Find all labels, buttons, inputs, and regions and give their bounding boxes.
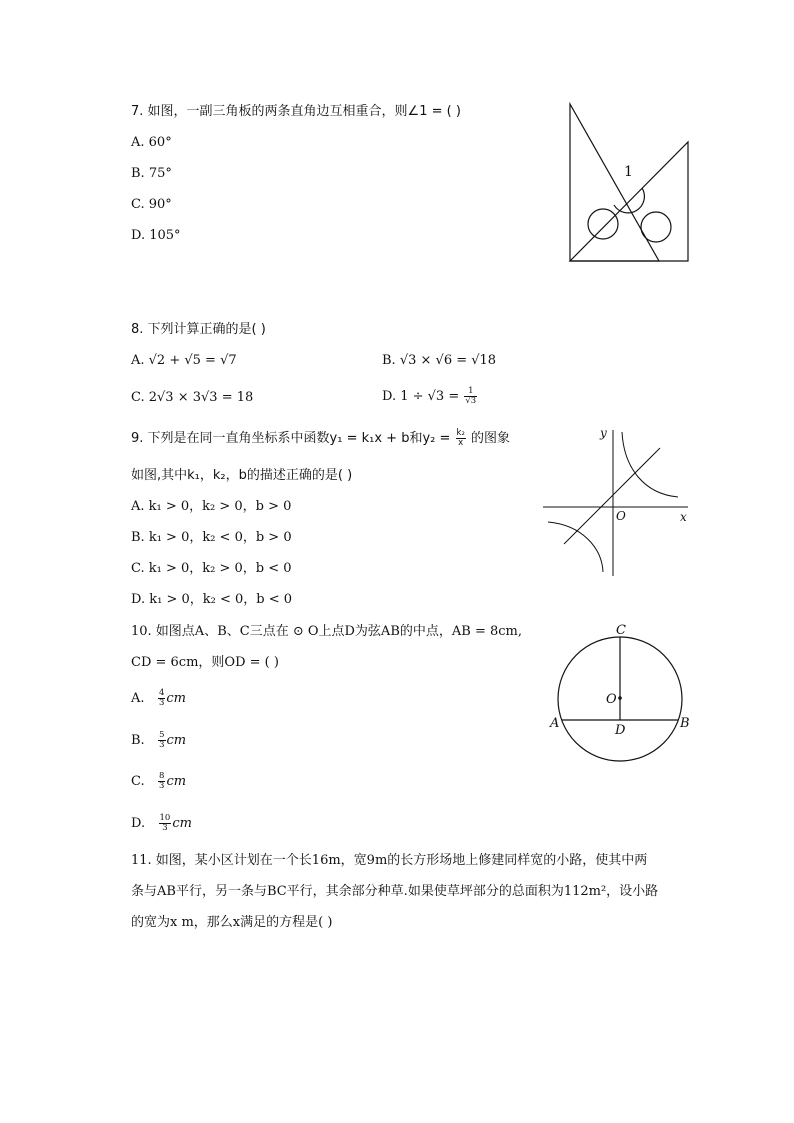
q9-fraction-numerator: k₂: [456, 428, 465, 438]
q10-stem-line1: 10. 如图点A、B、C三点在 ⊙ O上点D为弦AB的中点，AB = 8cm,: [131, 624, 522, 639]
q10-option-b-unit: cm: [166, 733, 187, 748]
q10-option-a-letter: A.: [131, 691, 145, 706]
q8-option-d-fraction: [464, 387, 477, 406]
q8-option-d-numerator: 1: [464, 387, 477, 397]
q10-option-b-letter: B.: [131, 733, 145, 748]
q10-option-a: [131, 686, 186, 712]
hyperbola-branch-lower: [548, 522, 603, 572]
q10-option-d-unit: cm: [172, 816, 192, 831]
hole-right: [641, 212, 671, 242]
q10-option-d-numerator: 10: [159, 813, 171, 823]
q10-option-d-letter: D.: [131, 816, 146, 831]
q7-stem: 7. 如图，一副三角板的两条直角边互相重合，则∠1 = ( ): [131, 104, 461, 119]
q10-option-c-numerator: 8: [159, 771, 165, 781]
q8-option-a: A. √2 + √5 = √7: [131, 353, 237, 368]
q9-stem: [131, 426, 510, 452]
q10-option-a-fraction: [158, 689, 165, 708]
hyperbola-branch-upper: [622, 432, 678, 497]
q10-option-c-fraction: [158, 772, 165, 791]
hole-left: [588, 209, 618, 239]
q9-stem-part2: 的图象: [471, 431, 511, 446]
q9-stem-part1: 9. 下列是在同一直角坐标系中函数y₁ = k₁x + b和y₂ =: [131, 431, 451, 446]
q10-option-d-denominator: 3: [162, 823, 168, 833]
origin-label: O: [616, 509, 626, 523]
q10-circle-figure: [540, 616, 700, 766]
q7-triangle-figure: [560, 98, 700, 270]
q7-option-b: B. 75°: [131, 166, 172, 181]
linear-function-line: [564, 448, 660, 544]
label-c: C: [616, 623, 626, 638]
q9-option-d: D. k₁ > 0，k₂ < 0，b < 0: [131, 592, 293, 607]
q11-line2: 条与AB平行，另一条与BC平行，其余部分种草.如果使草坪部分的总面积为112m²，设小路: [131, 884, 659, 899]
angle-1-label: 1: [624, 164, 633, 180]
q10-option-a-numerator: 4: [158, 688, 165, 698]
q9-option-b: B. k₁ > 0，k₂ < 0，b > 0: [131, 530, 292, 545]
label-d: D: [615, 723, 626, 738]
q9-stem-fraction: [456, 429, 466, 448]
q8-option-c: C. 2√3 × 3√3 = 18: [131, 390, 254, 405]
q10-option-d-fraction: [159, 814, 172, 833]
label-o: O: [606, 692, 617, 707]
q9-graph-figure: [540, 424, 700, 580]
q10-option-b-denominator: 3: [159, 740, 165, 750]
q10-option-d: [131, 811, 192, 837]
q10-option-a-denominator: 3: [158, 698, 165, 708]
q11-line3: 的宽为x m，那么x满足的方程是( ): [131, 915, 333, 930]
q7-option-d: D. 105°: [131, 228, 181, 243]
q9-option-a: A. k₁ > 0，k₂ > 0，b > 0: [131, 499, 292, 514]
q10-option-c: [131, 769, 186, 795]
q10-option-c-unit: cm: [166, 774, 187, 789]
q7-option-a: A. 60°: [131, 135, 172, 150]
center-point-o: [618, 696, 622, 700]
q10-option-b: [131, 728, 186, 754]
q10-option-a-unit: cm: [166, 691, 186, 706]
label-b: B: [680, 716, 690, 731]
q9-stem-line2: 如图,其中k₁，k₂，b的描述正确的是( ): [131, 468, 353, 483]
q8-option-d: [382, 384, 478, 410]
q10-option-b-fraction: [158, 731, 165, 750]
q8-option-d-denominator: √3: [465, 396, 477, 406]
y-axis-label: y: [600, 426, 607, 440]
q8-stem: 8. 下列计算正确的是( ): [131, 322, 266, 337]
q8-option-b: B. √3 × √6 = √18: [382, 353, 497, 368]
q8-option-d-prefix: D. 1 ÷ √3 =: [382, 389, 460, 404]
q10-option-c-denominator: 3: [159, 781, 165, 791]
q10-option-b-numerator: 5: [159, 730, 165, 740]
label-a: A: [550, 716, 560, 731]
q10-option-c-letter: C.: [131, 774, 145, 789]
q9-option-c: C. k₁ > 0，k₂ > 0，b < 0: [131, 561, 292, 576]
triangle-right: [570, 142, 688, 261]
x-axis-label: x: [680, 510, 687, 524]
q10-stem-line2: CD = 6cm，则OD = ( ): [131, 655, 279, 670]
q7-option-c: C. 90°: [131, 197, 172, 212]
q11-line1: 11. 如图，某小区计划在一个长16m，宽9m的长方形场地上修建同样宽的小路，使其中两: [131, 853, 648, 868]
q9-fraction-denominator: x: [458, 438, 464, 448]
